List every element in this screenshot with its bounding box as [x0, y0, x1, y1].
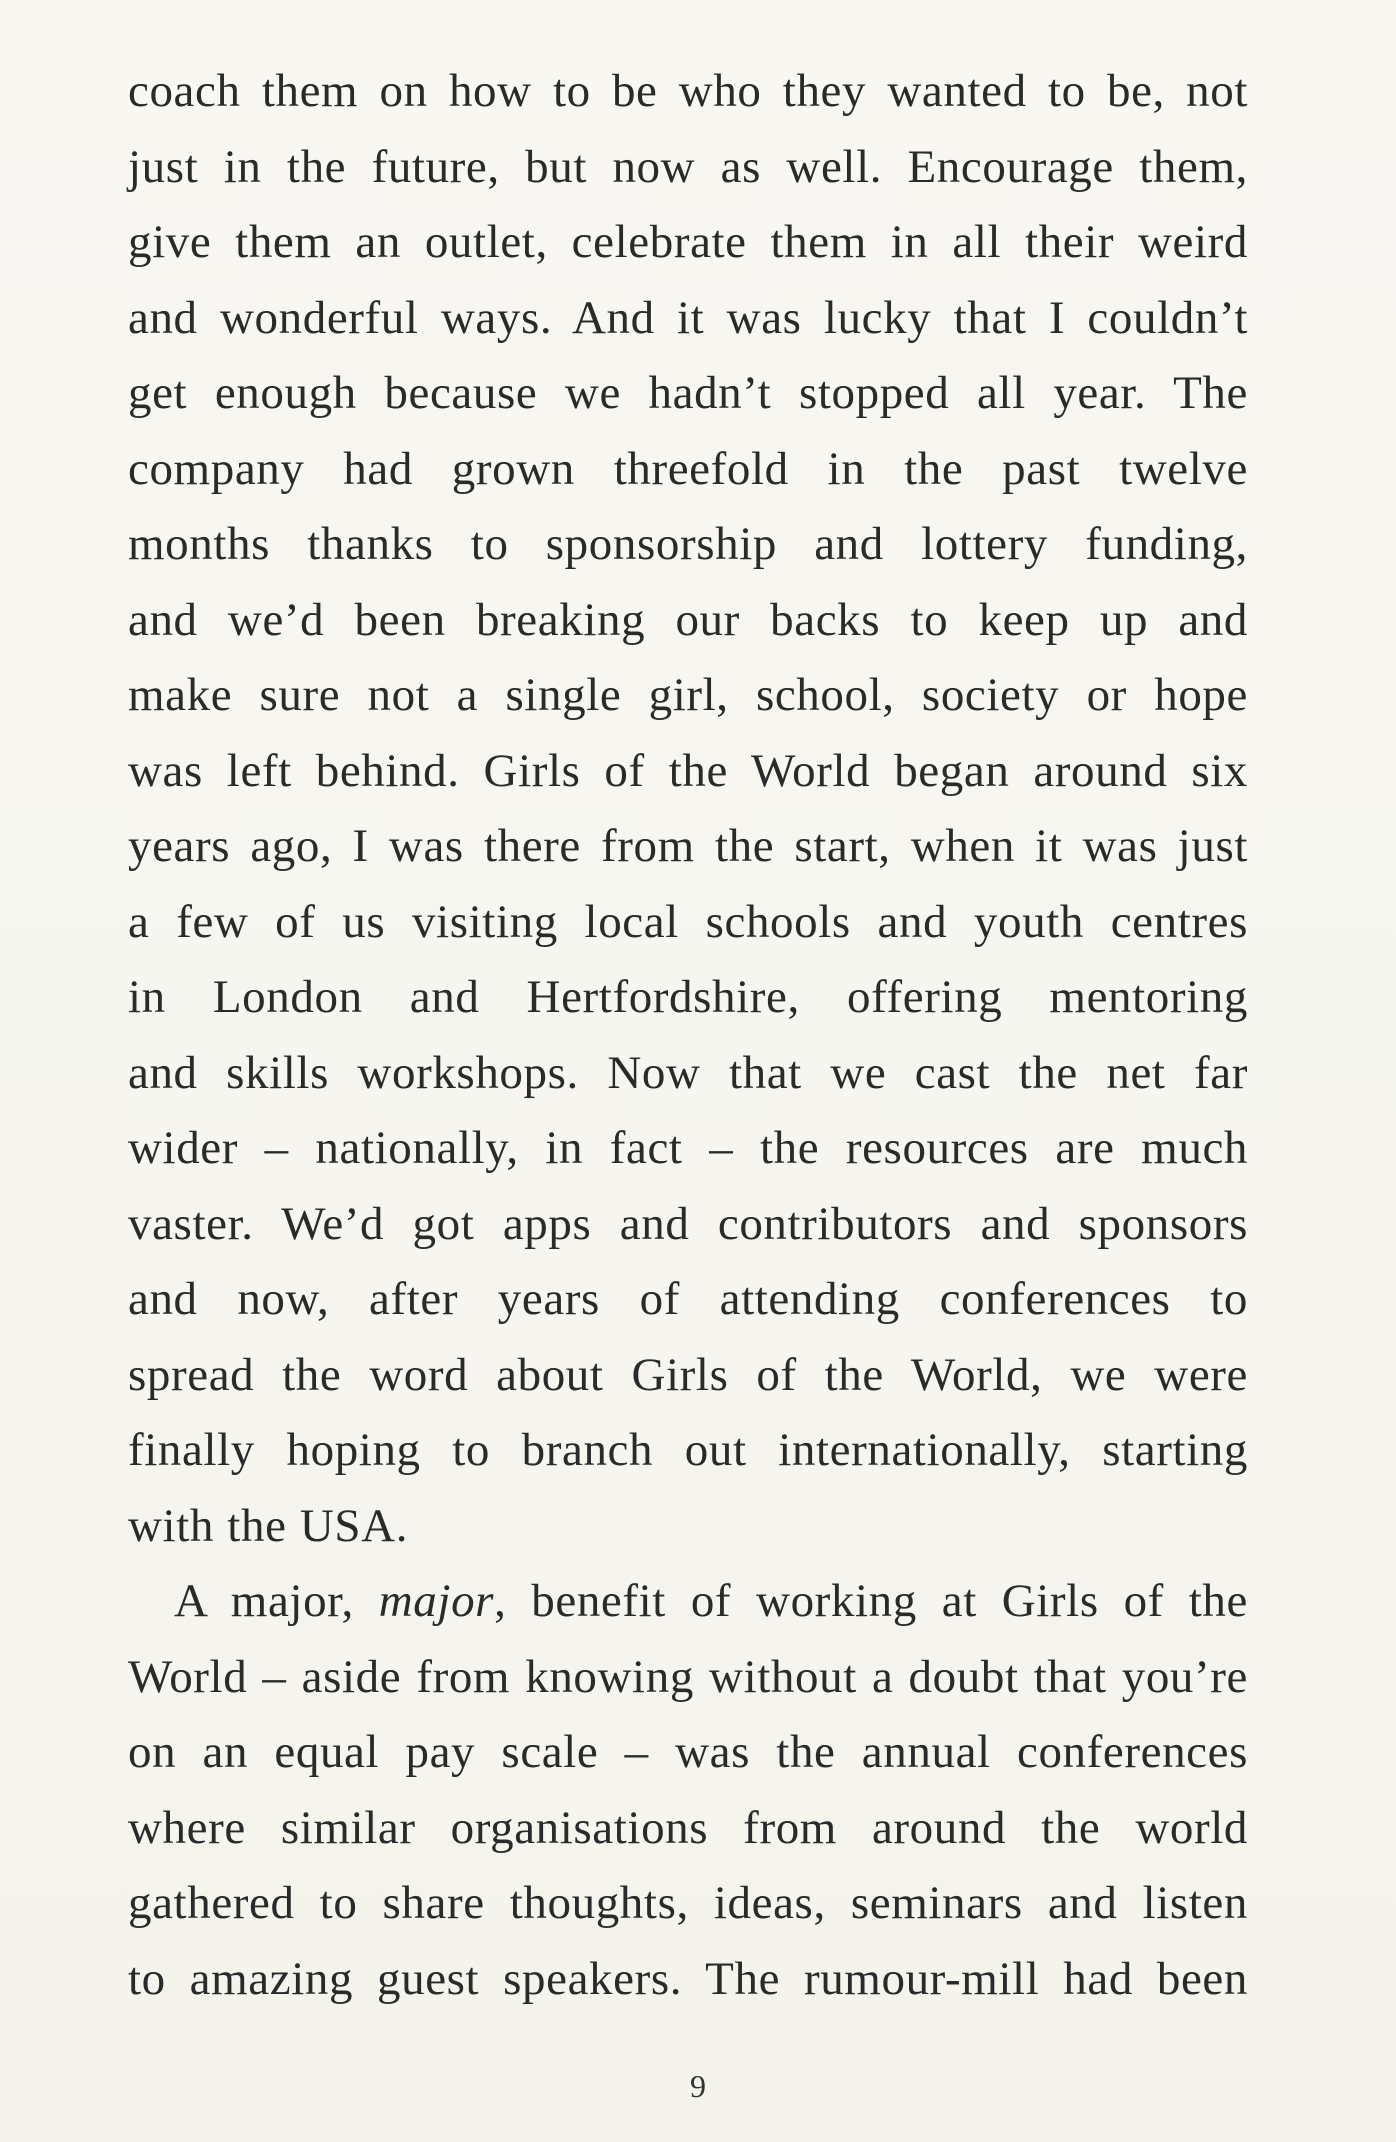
- text-fragment: A major,: [174, 1575, 379, 1627]
- text-line: and wonderful ways. And it was lucky that I couldn’t: [128, 291, 1248, 344]
- text-fragment: , benefit of working at Girls of the: [494, 1575, 1248, 1627]
- text-line: and skills workshops. Now that we cast the net far: [128, 1046, 1248, 1099]
- text-line: World – aside from knowing without a doubt that you’re: [128, 1650, 1248, 1703]
- text-line: in London and Hertfordshire, offering mentoring: [128, 971, 1248, 1023]
- text-line: where similar organisations from around the world: [128, 1801, 1248, 1854]
- text-line: wider – nationally, in fact – the resources are much: [128, 1122, 1248, 1174]
- text-line: spread the word about Girls of the World, we were: [128, 1348, 1248, 1401]
- paragraph-2: [128, 1564, 1248, 2017]
- text-line: gathered to share thoughts, ideas, seminars and listen: [128, 1877, 1248, 1929]
- text-line: coach them on how to be who they wanted to be, not: [128, 65, 1248, 117]
- text-line: was left behind. Girls of the World began around six: [128, 744, 1248, 797]
- text-line: just in the future, but now as well. Encourage them,: [128, 140, 1248, 193]
- text-line: a few of us visiting local schools and youth centres: [128, 895, 1248, 948]
- text-line: get enough because we hadn’t stopped all year. The: [128, 367, 1248, 419]
- text-line: years ago, I was there from the start, when it was just: [128, 820, 1248, 872]
- paragraph-1: [128, 54, 1248, 1564]
- text-line: give them an outlet, celebrate them in all their weird: [128, 216, 1248, 268]
- text-line: to amazing guest speakers. The rumour-mill had been: [128, 1952, 1248, 2005]
- text-line: vaster. We’d got apps and contributors and sponsors: [128, 1197, 1248, 1250]
- text-line: with the USA.: [128, 1499, 409, 1552]
- text-line: months thanks to sponsorship and lottery funding,: [128, 518, 1248, 570]
- text-line: company had grown threefold in the past twelve: [128, 442, 1248, 495]
- text-line: and now, after years of attending conferences to: [128, 1273, 1248, 1325]
- text-line: make sure not a single girl, school, society or hope: [128, 669, 1248, 721]
- text-line: on an equal pay scale – was the annual conferences: [128, 1726, 1248, 1778]
- body-text: [128, 54, 1248, 2017]
- text-line: finally hoping to branch out internationally, starting: [128, 1424, 1248, 1476]
- text-line: [128, 1564, 1248, 1640]
- page-number: 9: [690, 2068, 706, 2104]
- text-line: and we’d been breaking our backs to keep up and: [128, 593, 1248, 646]
- emphasis-text: major: [378, 1575, 495, 1627]
